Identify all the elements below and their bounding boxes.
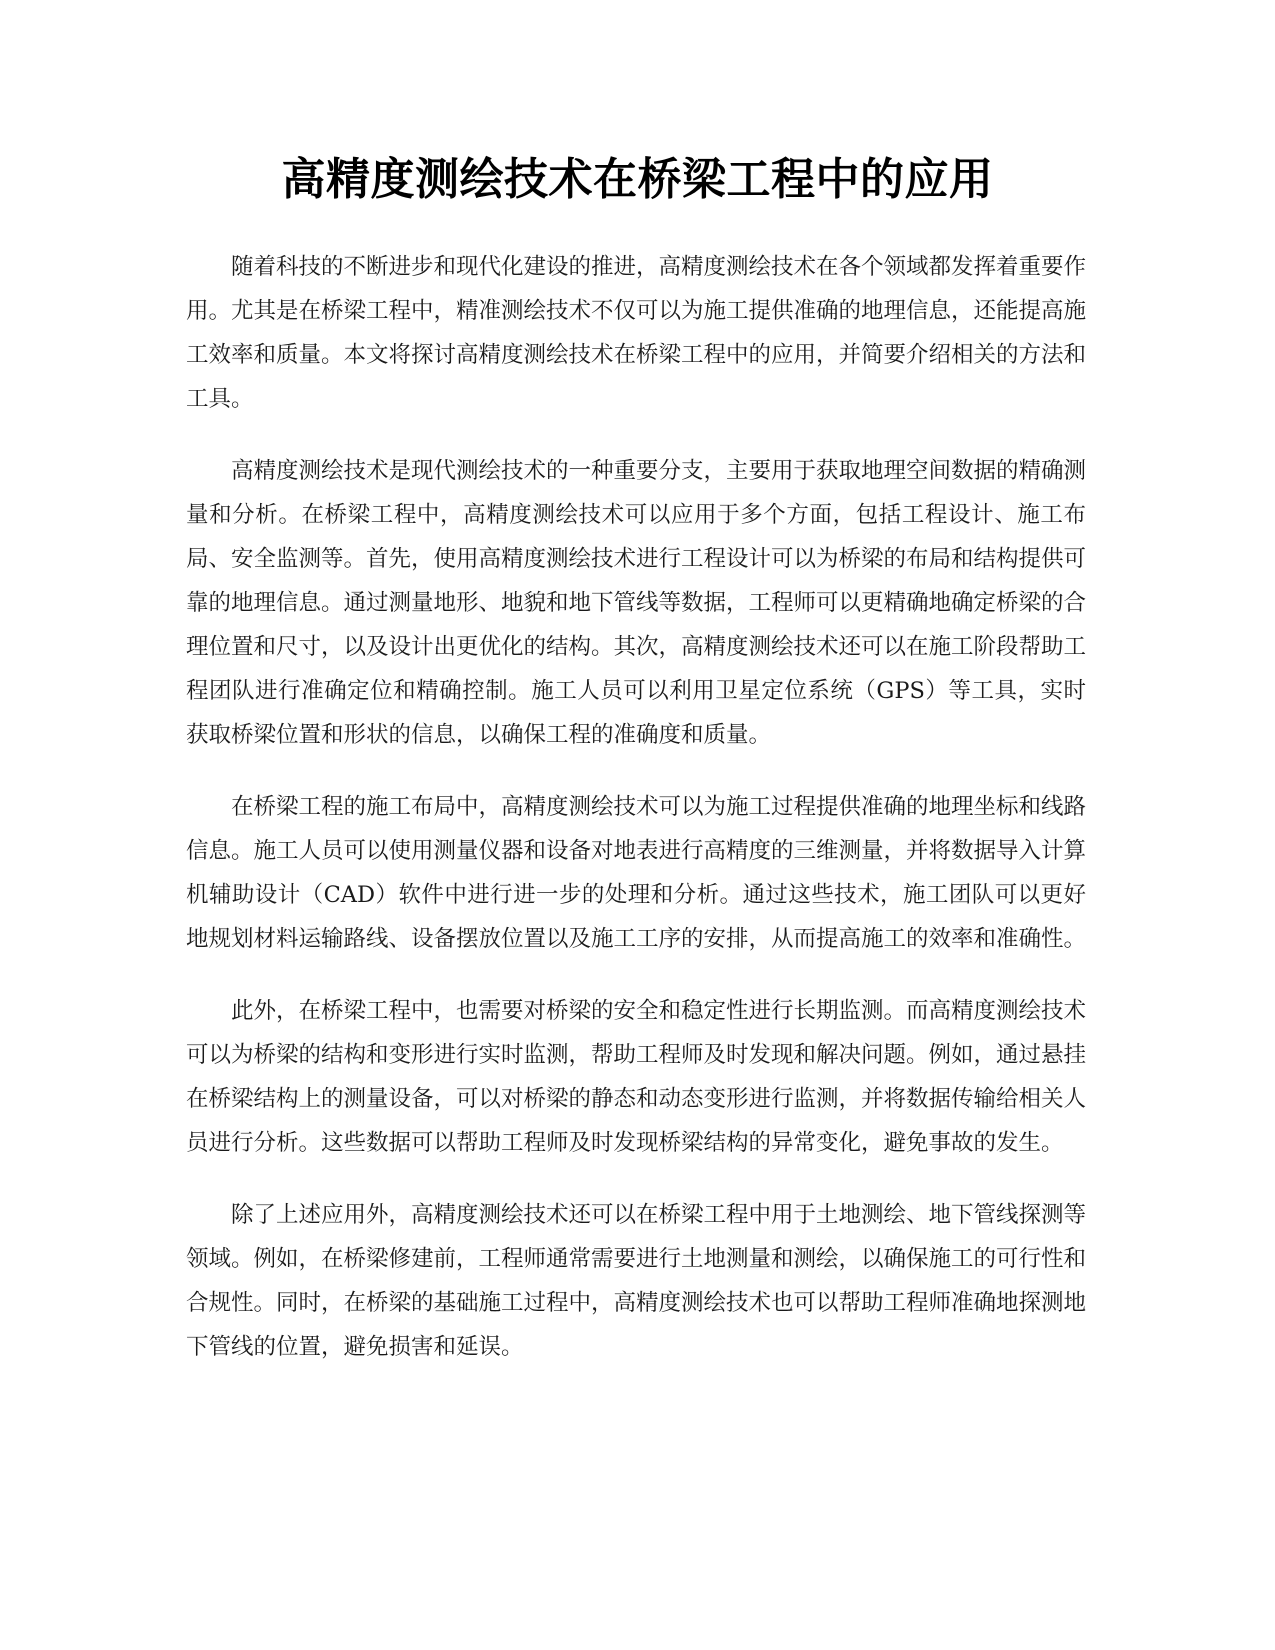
document-title: 高精度测绘技术在桥梁工程中的应用 (281, 154, 994, 205)
paragraph-other-applications: 除了上述应用外，高精度测绘技术还可以在桥梁工程中用于土地测绘、地下管线探测等领域。例如，在桥梁修建前，工程师通常需要进行土地测量和测绘，以确保施工的可行性和合规性。同时，在桥梁的基础施工过程中，高精度测绘技术也可以帮助工程师准确地探测地下管线的位置，避免损害和延误。 (186, 1202, 1087, 1360)
document-body (186, 245, 1086, 1397)
paragraph-construction-layout: 在桥梁工程的施工布局中，高精度测绘技术可以为施工过程提供准确的地理坐标和线路信息。施工人员可以使用测量仪器和设备对地表进行高精度的三维测量，并将数据导入计算机辅助设计（CAD）软件中进行进一步的处理和分析。通过这些技术，施工团队可以更好地规划材料运输路线、设备摆放位置以及施工工序的安排，从而提高施工的效率和准确性。 (186, 794, 1087, 952)
paragraph-intro: 随着科技的不断进步和现代化建设的推进，高精度测绘技术在各个领域都发挥着重要作用。尤其是在桥梁工程中，精准测绘技术不仅可以为施工提供准确的地理信息，还能提高施工效率和质量。本文将探讨高精度测绘技术在桥梁工程中的应用，并简要介绍相关的方法和工具。 (186, 254, 1087, 412)
paragraph-safety-monitoring: 此外，在桥梁工程中，也需要对桥梁的安全和稳定性进行长期监测。而高精度测绘技术可以为桥梁的结构和变形进行实时监测，帮助工程师及时发现和解决问题。例如，通过悬挂在桥梁结构上的测量设备，可以对桥梁的静态和动态变形进行监测，并将数据传输给相关人员进行分析。这些数据可以帮助工程师及时发现桥梁结构的异常变化，避免事故的发生。 (186, 998, 1087, 1156)
paragraph-overview: 高精度测绘技术是现代测绘技术的一种重要分支，主要用于获取地理空间数据的精确测量和分析。在桥梁工程中，高精度测绘技术可以应用于多个方面，包括工程设计、施工布局、安全监测等。首先，使用高精度测绘技术进行工程设计可以为桥梁的布局和结构提供可靠的地理信息。通过测量地形、地貌和地下管线等数据，工程师可以更精确地确定桥梁的合理位置和尺寸，以及设计出更优化的结构。其次，高精度测绘技术还可以在施工阶段帮助工程团队进行准确定位和精确控制。施工人员可以利用卫星定位系统（GPS）等工具，实时获取桥梁位置和形状的信息，以确保工程的准确度和质量。 (186, 458, 1087, 748)
